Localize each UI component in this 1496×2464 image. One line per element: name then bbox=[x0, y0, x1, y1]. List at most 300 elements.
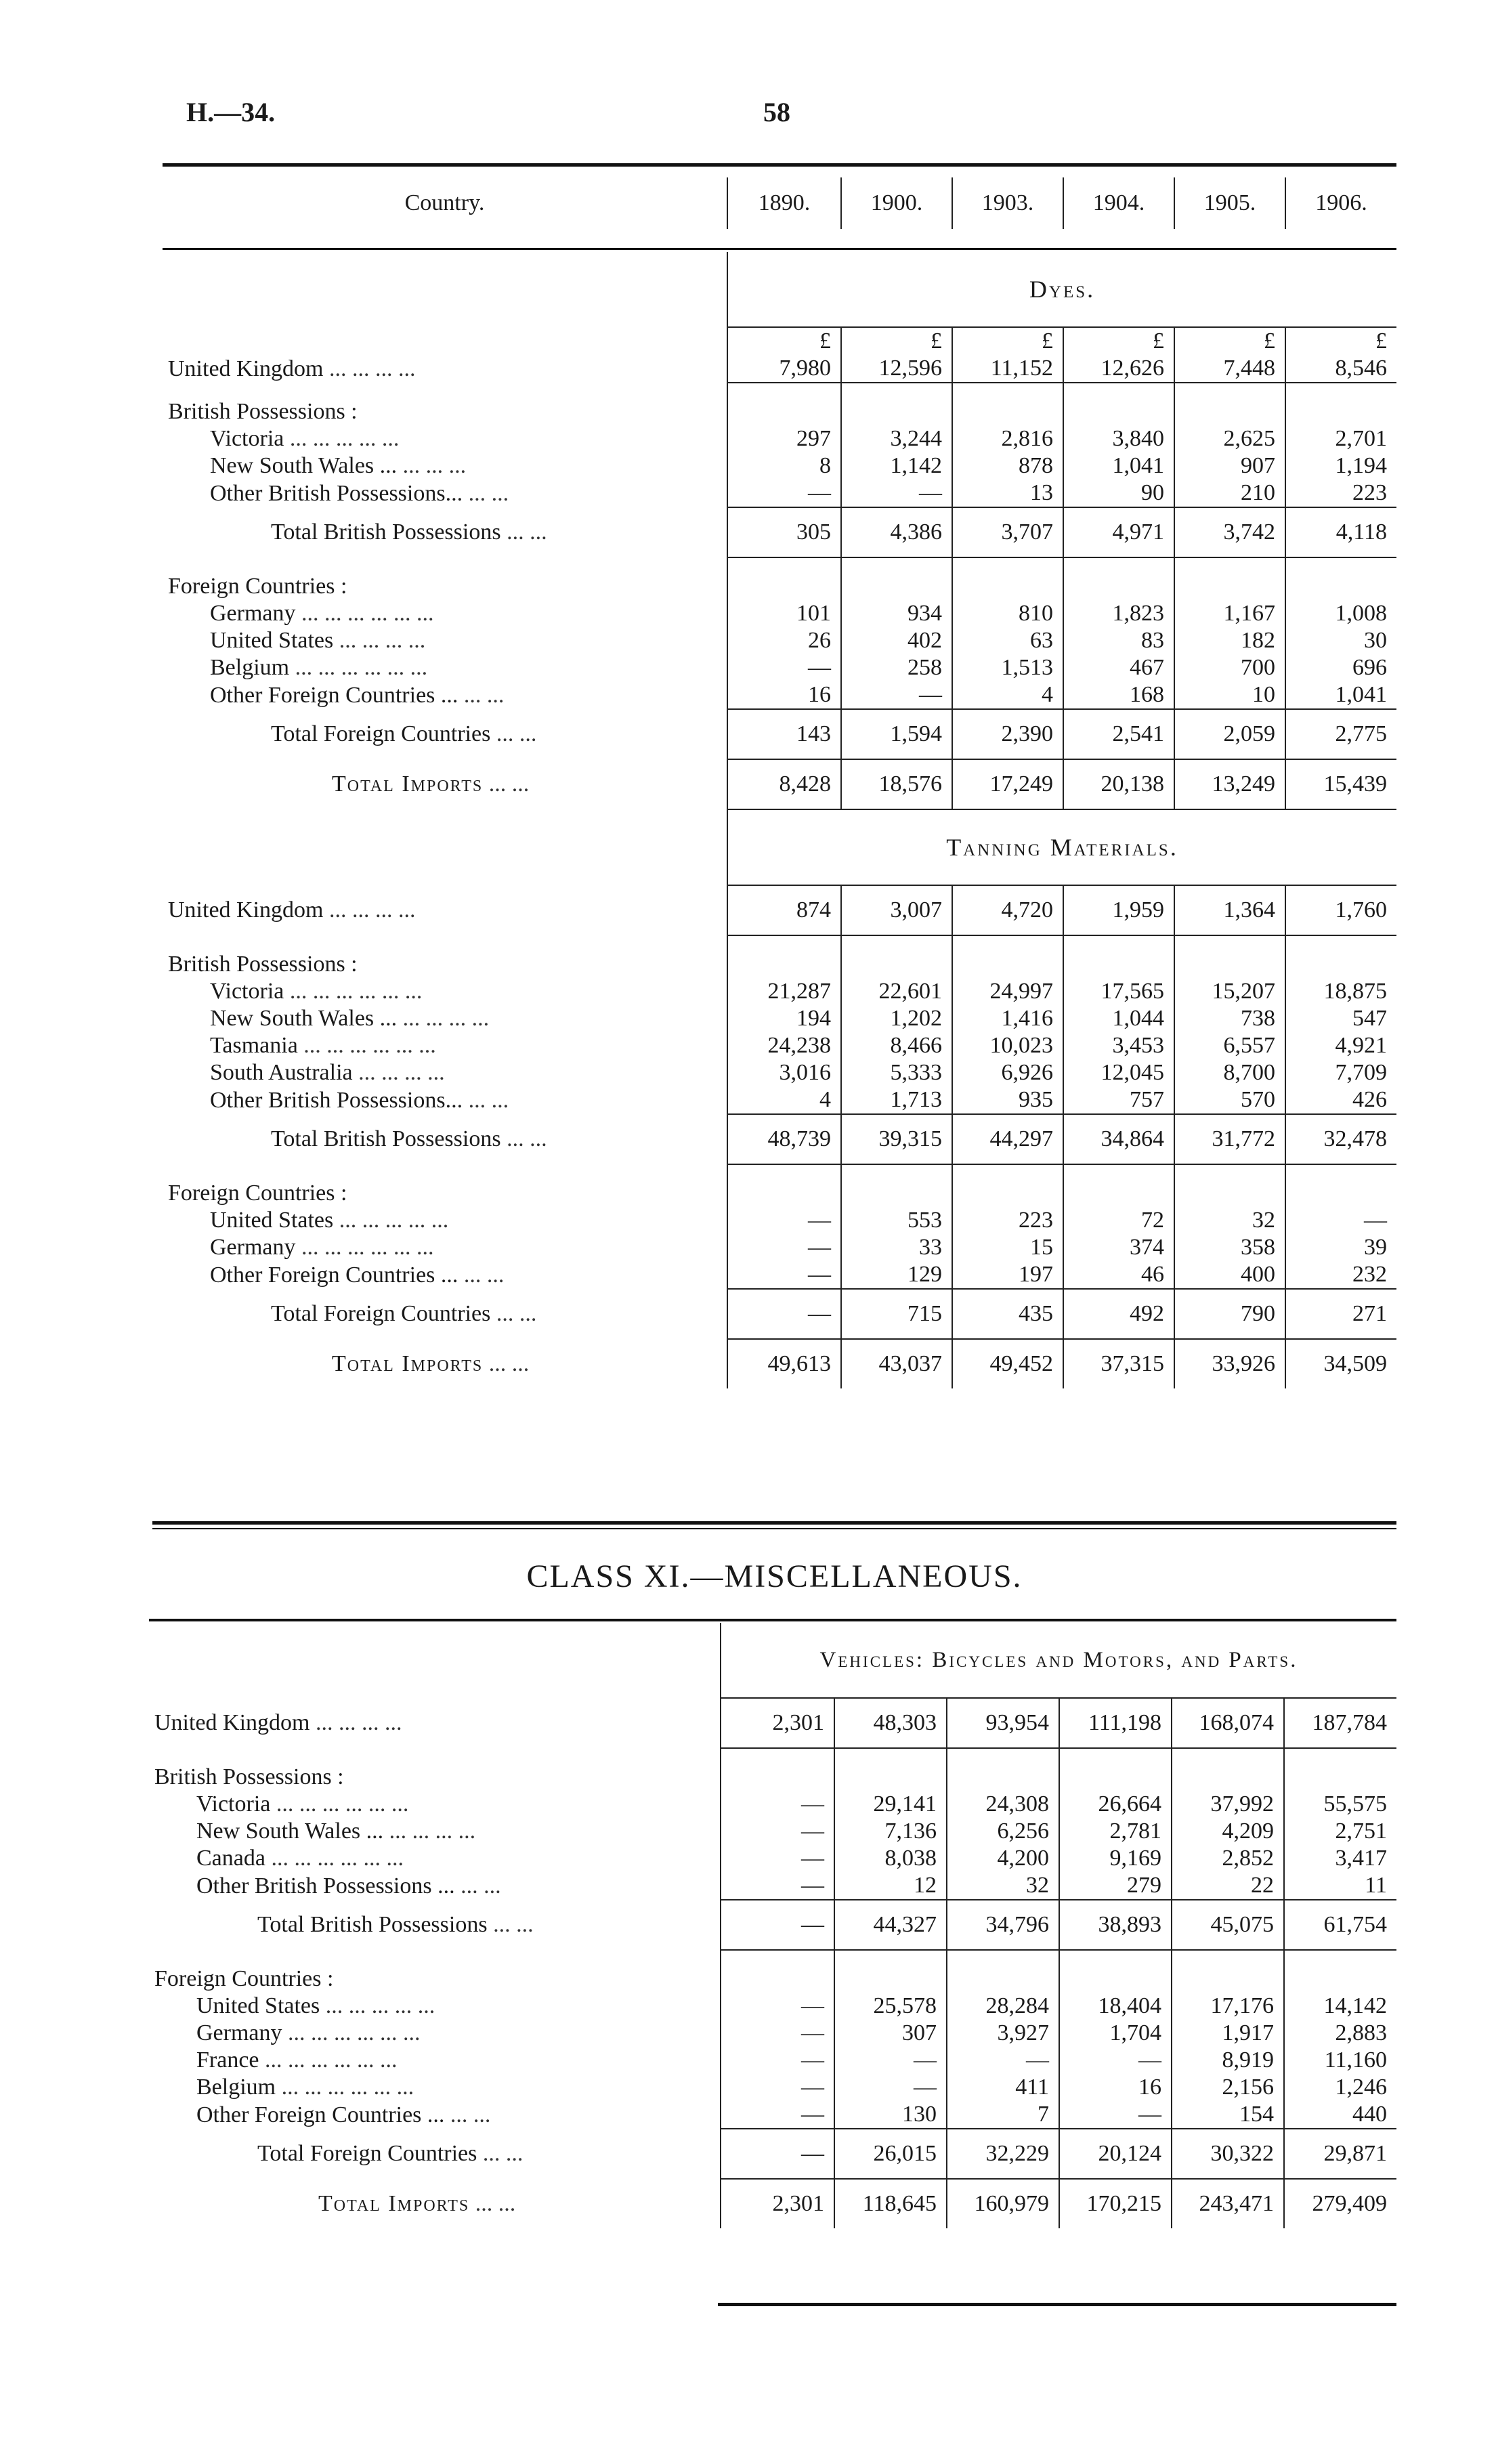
table-cell: 187,784 bbox=[1284, 1698, 1396, 1748]
table-cell: 39,315 bbox=[841, 1114, 952, 1164]
table-cell: 30,322 bbox=[1172, 2129, 1284, 2179]
currency-symbol: £ bbox=[727, 327, 841, 355]
table-cell: 29,141 bbox=[834, 1791, 947, 1818]
table-cell: — bbox=[1285, 1207, 1396, 1234]
table-cell: 426 bbox=[1285, 1086, 1396, 1114]
table-cell: 31,772 bbox=[1174, 1114, 1285, 1164]
table-cell: 111,198 bbox=[1059, 1698, 1172, 1748]
row-label: Other Foreign Countries ... bbox=[210, 1262, 458, 1288]
table-cell: 4 bbox=[952, 681, 1063, 709]
table-cell: — bbox=[721, 2047, 834, 2074]
row-label: United States bbox=[210, 1208, 334, 1233]
table-cell: 34,864 bbox=[1063, 1114, 1174, 1164]
table-cell: 2,751 bbox=[1284, 1818, 1396, 1845]
table-row: United States ... ... ... ... 26 402 63 83 182 30 bbox=[163, 627, 1396, 654]
table-cell: 1,246 bbox=[1284, 2074, 1396, 2101]
table-cell: 1,713 bbox=[841, 1086, 952, 1114]
table-cell: — bbox=[727, 654, 841, 681]
row-label: South Australia bbox=[210, 1060, 353, 1085]
row-label: New South Wales ... bbox=[196, 1819, 384, 1844]
row-label: Total British Possessions bbox=[271, 1126, 501, 1151]
table-cell: 12 bbox=[834, 1872, 947, 1900]
table-cell: 160,979 bbox=[947, 2179, 1059, 2228]
table-cell: 400 bbox=[1174, 1261, 1285, 1289]
row-label: Other British Possessions ... bbox=[196, 1873, 455, 1898]
table-cell: 2,883 bbox=[1284, 2020, 1396, 2047]
table-cell: 15 bbox=[952, 1234, 1063, 1261]
table-cell: — bbox=[727, 1234, 841, 1261]
table-cell: 130 bbox=[834, 2101, 947, 2129]
table-cell: — bbox=[721, 1900, 834, 1950]
row-label: Germany bbox=[210, 1235, 296, 1260]
table-row: Other Foreign Countries ... ... ... — 130 7 — 154 440 bbox=[149, 2101, 1396, 2129]
table-cell: 13 bbox=[952, 480, 1063, 507]
table-cell: 29,871 bbox=[1284, 2129, 1396, 2179]
table-row: United Kingdom ... ... ... ... 7,980 12,596 11,152 12,626 7,448 8,546 bbox=[163, 355, 1396, 383]
table-cell: 194 bbox=[727, 1005, 841, 1032]
group-heading: Foreign Countries : bbox=[154, 1966, 334, 1991]
table-cell: 553 bbox=[841, 1207, 952, 1234]
table-cell: 307 bbox=[834, 2020, 947, 2047]
table-row: Victoria ... ... ... ... ... ... 21,287 22,601 24,997 17,565 15,207 18,875 bbox=[163, 978, 1396, 1005]
table-row: Total Foreign Countries ... ... — 26,015 32,229 20,124 30,322 29,871 bbox=[149, 2129, 1396, 2179]
table-cell: 12,596 bbox=[841, 355, 952, 383]
table-row: Total Imports ... ... 8,428 18,576 17,249 20,138 13,249 15,439 bbox=[163, 759, 1396, 809]
year-header-1904: 1904. bbox=[1063, 177, 1174, 229]
bottom-rule bbox=[718, 2303, 1396, 2306]
table-cell: 22 bbox=[1172, 1872, 1284, 1900]
table-cell: 20,138 bbox=[1063, 759, 1174, 809]
row-label: Other Foreign Countries ... bbox=[210, 682, 458, 708]
table-cell: 72 bbox=[1063, 1207, 1174, 1234]
table-row: United States ... ... ... ... ... — 25,578 28,284 18,404 17,176 14,142 bbox=[149, 1993, 1396, 2020]
table-cell: 440 bbox=[1284, 2101, 1396, 2129]
table-cell: 21,287 bbox=[727, 978, 841, 1005]
table-row: Germany ... ... ... ... ... ... 101 934 810 1,823 1,167 1,008 bbox=[163, 600, 1396, 627]
row-label: Canada bbox=[196, 1846, 265, 1871]
table-cell: 1,142 bbox=[841, 452, 952, 480]
table-cell: 3,453 bbox=[1063, 1032, 1174, 1059]
table-cell: — bbox=[721, 1845, 834, 1872]
table-cell: 93,954 bbox=[947, 1698, 1059, 1748]
table-cell: 168,074 bbox=[1172, 1698, 1284, 1748]
table-cell: 11,152 bbox=[952, 355, 1063, 383]
row-label: Total British Possessions bbox=[271, 519, 501, 545]
section-double-rule bbox=[152, 1521, 1396, 1525]
table-cell: 10,023 bbox=[952, 1032, 1063, 1059]
table-cell: 26,015 bbox=[834, 2129, 947, 2179]
table-cell: 7,136 bbox=[834, 1818, 947, 1845]
table-cell: 43,037 bbox=[841, 1339, 952, 1388]
tanning-section-title: Tanning Materials. bbox=[727, 809, 1396, 885]
vehicles-table bbox=[149, 1623, 1396, 2228]
table-cell: 8,546 bbox=[1285, 355, 1396, 383]
table-cell: 2,301 bbox=[721, 1698, 834, 1748]
table-cell: 20,124 bbox=[1059, 2129, 1172, 2179]
table-cell: 2,852 bbox=[1172, 1845, 1284, 1872]
table-cell: 2,781 bbox=[1059, 1818, 1172, 1845]
table-cell: 32,229 bbox=[947, 2129, 1059, 2179]
table-cell: 48,739 bbox=[727, 1114, 841, 1164]
table-cell: 738 bbox=[1174, 1005, 1285, 1032]
table-row: New South Wales ... ... ... ... ... 194 1,202 1,416 1,044 738 547 bbox=[163, 1005, 1396, 1032]
table-cell: 1,202 bbox=[841, 1005, 952, 1032]
table-row: South Australia ... ... ... ... 3,016 5,333 6,926 12,045 8,700 7,709 bbox=[163, 1059, 1396, 1086]
table-cell: 492 bbox=[1063, 1289, 1174, 1339]
table-cell: 143 bbox=[727, 709, 841, 759]
table-cell: 435 bbox=[952, 1289, 1063, 1339]
country-column-header: Country. bbox=[404, 190, 485, 215]
table-cell: 5,333 bbox=[841, 1059, 952, 1086]
row-label: Other Foreign Countries ... bbox=[196, 2102, 445, 2127]
table-cell: — bbox=[721, 2129, 834, 2179]
table-cell: 790 bbox=[1174, 1289, 1285, 1339]
table-cell: 12,626 bbox=[1063, 355, 1174, 383]
row-label: United Kingdom bbox=[168, 897, 324, 922]
table-cell: 25,578 bbox=[834, 1993, 947, 2020]
table-cell: — bbox=[727, 1207, 841, 1234]
table-cell: 2,541 bbox=[1063, 709, 1174, 759]
table-cell: 8,919 bbox=[1172, 2047, 1284, 2074]
table-cell: 8,700 bbox=[1174, 1059, 1285, 1086]
section-double-rule bbox=[152, 1528, 1396, 1529]
report-reference: H.—34. bbox=[186, 97, 276, 127]
table-cell: 696 bbox=[1285, 654, 1396, 681]
row-label: Total Imports bbox=[332, 771, 484, 796]
row-label: New South Wales ... bbox=[210, 453, 398, 478]
table-cell: 271 bbox=[1285, 1289, 1396, 1339]
table-cell: 45,075 bbox=[1172, 1900, 1284, 1950]
currency-symbol: £ bbox=[1063, 327, 1174, 355]
table-cell: 37,315 bbox=[1063, 1339, 1174, 1388]
page-number: 58 bbox=[763, 97, 790, 127]
table-cell: — bbox=[721, 2074, 834, 2101]
table-row: Total British Possessions ... ... 48,739 39,315 44,297 34,864 31,772 32,478 bbox=[163, 1114, 1396, 1164]
row-label: France bbox=[196, 2047, 259, 2073]
table-cell: 934 bbox=[841, 600, 952, 627]
table-cell: 547 bbox=[1285, 1005, 1396, 1032]
row-label: Total Foreign Countries bbox=[271, 1301, 491, 1326]
table-cell: 4,386 bbox=[841, 507, 952, 557]
table-cell: 1,194 bbox=[1285, 452, 1396, 480]
table-cell: 8 bbox=[727, 452, 841, 480]
row-label: United Kingdom bbox=[168, 356, 324, 381]
table-row: Other British Possessions... ... ... 4 1,713 935 757 570 426 bbox=[163, 1086, 1396, 1114]
table-cell: 907 bbox=[1174, 452, 1285, 480]
table-cell: 26 bbox=[727, 627, 841, 654]
table-cell: 90 bbox=[1063, 480, 1174, 507]
row-label: Germany bbox=[196, 2020, 282, 2045]
row-label: Total Imports bbox=[318, 2190, 470, 2216]
table-cell: 17,249 bbox=[952, 759, 1063, 809]
year-header-1890: 1890. bbox=[727, 177, 841, 229]
row-label: Total Imports bbox=[332, 1351, 484, 1376]
row-label: Tasmania bbox=[210, 1033, 298, 1058]
group-heading: British Possessions : bbox=[168, 399, 358, 424]
table-cell: 1,959 bbox=[1063, 885, 1174, 935]
table-cell: — bbox=[721, 1791, 834, 1818]
table-cell: 3,016 bbox=[727, 1059, 841, 1086]
table-row: Victoria ... ... ... ... ... ... — 29,141 24,308 26,664 37,992 55,575 bbox=[149, 1791, 1396, 1818]
table-cell: — bbox=[721, 1872, 834, 1900]
table-row: United Kingdom ... ... ... ... 2,301 48,303 93,954 111,198 168,074 187,784 bbox=[149, 1698, 1396, 1748]
table-cell: 11,160 bbox=[1284, 2047, 1396, 2074]
table-cell: 22,601 bbox=[841, 978, 952, 1005]
table-cell: 34,509 bbox=[1285, 1339, 1396, 1388]
table-cell: 223 bbox=[952, 1207, 1063, 1234]
table-cell: 878 bbox=[952, 452, 1063, 480]
table-cell: 2,156 bbox=[1172, 2074, 1284, 2101]
table-cell: — bbox=[841, 480, 952, 507]
table-cell: 8,466 bbox=[841, 1032, 952, 1059]
table-cell: 1,008 bbox=[1285, 600, 1396, 627]
table-cell: 4,209 bbox=[1172, 1818, 1284, 1845]
table-cell: 757 bbox=[1063, 1086, 1174, 1114]
table-cell: 28,284 bbox=[947, 1993, 1059, 2020]
table-cell: 48,303 bbox=[834, 1698, 947, 1748]
group-heading: British Possessions : bbox=[154, 1764, 344, 1789]
currency-symbol: £ bbox=[952, 327, 1063, 355]
row-label: United States bbox=[196, 1993, 320, 2018]
table-cell: 2,816 bbox=[952, 425, 1063, 452]
table-cell: 4,921 bbox=[1285, 1032, 1396, 1059]
table-cell: — bbox=[721, 2101, 834, 2129]
year-header-1900: 1900. bbox=[841, 177, 952, 229]
table-cell: 154 bbox=[1172, 2101, 1284, 2129]
table-cell: 24,238 bbox=[727, 1032, 841, 1059]
table-cell: 129 bbox=[841, 1261, 952, 1289]
table-cell: 4,720 bbox=[952, 885, 1063, 935]
table-cell: — bbox=[727, 480, 841, 507]
table-cell: 1,167 bbox=[1174, 600, 1285, 627]
table-cell: 874 bbox=[727, 885, 841, 935]
table-cell: 46 bbox=[1063, 1261, 1174, 1289]
table-cell: — bbox=[834, 2047, 947, 2074]
table-cell: — bbox=[727, 1261, 841, 1289]
table-cell: 83 bbox=[1063, 627, 1174, 654]
table-row: Total Imports ... ... 49,613 43,037 49,452 37,315 33,926 34,509 bbox=[163, 1339, 1396, 1388]
group-heading: Foreign Countries : bbox=[168, 1181, 347, 1206]
table-cell: 3,417 bbox=[1284, 1845, 1396, 1872]
row-label: Victoria bbox=[210, 426, 284, 451]
table-row: New South Wales ... ... ... ... ... — 7,136 6,256 2,781 4,209 2,751 bbox=[149, 1818, 1396, 1845]
row-label: United States bbox=[210, 628, 334, 653]
table-cell: 1,823 bbox=[1063, 600, 1174, 627]
table-cell: — bbox=[834, 2074, 947, 2101]
table-cell: 1,594 bbox=[841, 709, 952, 759]
table-cell: 14,142 bbox=[1284, 1993, 1396, 2020]
row-label: Germany bbox=[210, 601, 296, 626]
table-cell: 18,404 bbox=[1059, 1993, 1172, 2020]
row-label: Other British Possessions... bbox=[210, 480, 463, 506]
currency-symbol: £ bbox=[1285, 327, 1396, 355]
table-cell: 18,875 bbox=[1285, 978, 1396, 1005]
table-cell: 4,118 bbox=[1285, 507, 1396, 557]
group-heading: British Possessions : bbox=[168, 952, 358, 977]
row-label: Victoria bbox=[196, 1791, 271, 1817]
table-cell: 6,557 bbox=[1174, 1032, 1285, 1059]
table-cell: 37,992 bbox=[1172, 1791, 1284, 1818]
table-row: France ... ... ... ... ... ... — — — — 8,919 11,160 bbox=[149, 2047, 1396, 2074]
table-row: Germany ... ... ... ... ... ... — 307 3,927 1,704 1,917 2,883 bbox=[149, 2020, 1396, 2047]
table-cell: 16 bbox=[1059, 2074, 1172, 2101]
table-cell: 297 bbox=[727, 425, 841, 452]
table-cell: 7,709 bbox=[1285, 1059, 1396, 1086]
row-label: Total Foreign Countries bbox=[257, 2141, 477, 2166]
table-cell: 17,565 bbox=[1063, 978, 1174, 1005]
table-cell: 33,926 bbox=[1174, 1339, 1285, 1388]
row-label: Victoria bbox=[210, 979, 284, 1004]
table-cell: 34,796 bbox=[947, 1900, 1059, 1950]
table-cell: 1,917 bbox=[1172, 2020, 1284, 2047]
table-row: Canada ... ... ... ... ... ... — 8,038 4,200 9,169 2,852 3,417 bbox=[149, 1845, 1396, 1872]
table-cell: — bbox=[721, 1993, 834, 2020]
row-label: Other British Possessions... bbox=[210, 1087, 463, 1113]
table-cell: 44,297 bbox=[952, 1114, 1063, 1164]
table-cell: 49,613 bbox=[727, 1339, 841, 1388]
table-cell: 12,045 bbox=[1063, 1059, 1174, 1086]
table-row: Belgium ... ... ... ... ... ... — 258 1,513 467 700 696 bbox=[163, 654, 1396, 681]
row-label: Belgium bbox=[196, 2075, 276, 2100]
class-title: CLASS XI.—MISCELLANEOUS. bbox=[526, 1558, 1023, 1594]
table-cell: 411 bbox=[947, 2074, 1059, 2101]
table-cell: — bbox=[721, 2020, 834, 2047]
table-cell: 358 bbox=[1174, 1234, 1285, 1261]
table-cell: 467 bbox=[1063, 654, 1174, 681]
table-cell: — bbox=[721, 1818, 834, 1845]
table-cell: 16 bbox=[727, 681, 841, 709]
table-cell: 6,256 bbox=[947, 1818, 1059, 1845]
table-row: Victoria ... ... ... ... ... 297 3,244 2,816 3,840 2,625 2,701 bbox=[163, 425, 1396, 452]
year-header-1906: 1906. bbox=[1285, 177, 1396, 229]
table-cell: 258 bbox=[841, 654, 952, 681]
table-row: Total British Possessions ... ... — 44,327 34,796 38,893 45,075 61,754 bbox=[149, 1900, 1396, 1950]
table-cell: 243,471 bbox=[1172, 2179, 1284, 2228]
row-label: New South Wales ... bbox=[210, 1006, 398, 1031]
vehicles-section-title: Vehicles: Bicycles and Motors, and Parts. bbox=[721, 1623, 1396, 1698]
table-cell: 63 bbox=[952, 627, 1063, 654]
table-cell: 3,244 bbox=[841, 425, 952, 452]
table-cell: 935 bbox=[952, 1086, 1063, 1114]
top-rule bbox=[163, 163, 1396, 167]
table-cell: 374 bbox=[1063, 1234, 1174, 1261]
dyes-tanning-table bbox=[163, 252, 1396, 1388]
table-cell: 4,971 bbox=[1063, 507, 1174, 557]
table-row: Total Foreign Countries ... ... 143 1,594 2,390 2,541 2,059 2,775 bbox=[163, 709, 1396, 759]
table-cell: 55,575 bbox=[1284, 1791, 1396, 1818]
table-cell: 11 bbox=[1284, 1872, 1396, 1900]
year-header-1905: 1905. bbox=[1174, 177, 1285, 229]
currency-symbol: £ bbox=[1174, 327, 1285, 355]
row-label: Total British Possessions bbox=[257, 1912, 488, 1937]
currency-symbol: £ bbox=[841, 327, 952, 355]
table-cell: 197 bbox=[952, 1261, 1063, 1289]
table-cell: 1,041 bbox=[1285, 681, 1396, 709]
table-cell: 30 bbox=[1285, 627, 1396, 654]
table-cell: 15,439 bbox=[1285, 759, 1396, 809]
table-cell: — bbox=[841, 681, 952, 709]
table-cell: 305 bbox=[727, 507, 841, 557]
table-row: Tasmania ... ... ... ... ... ... 24,238 8,466 10,023 3,453 6,557 4,921 bbox=[163, 1032, 1396, 1059]
table-row: United Kingdom ... ... ... ... 874 3,007 4,720 1,959 1,364 1,760 bbox=[163, 885, 1396, 935]
table-cell: 7,980 bbox=[727, 355, 841, 383]
table-cell: 2,775 bbox=[1285, 709, 1396, 759]
table-row: Other British Possessions ... ... ... — 12 32 279 22 11 bbox=[149, 1872, 1396, 1900]
table-row: United States ... ... ... ... ... — 553 223 72 32 — bbox=[163, 1207, 1396, 1234]
table-cell: — bbox=[727, 1289, 841, 1339]
header-bottom-rule bbox=[163, 248, 1396, 250]
table-cell: 182 bbox=[1174, 627, 1285, 654]
table-cell: 210 bbox=[1174, 480, 1285, 507]
table-cell: 2,625 bbox=[1174, 425, 1285, 452]
table-cell: — bbox=[1059, 2101, 1172, 2129]
table-cell: 17,176 bbox=[1172, 1993, 1284, 2020]
table-cell: 3,707 bbox=[952, 507, 1063, 557]
table-cell: 279,409 bbox=[1284, 2179, 1396, 2228]
row-label: United Kingdom bbox=[154, 1710, 310, 1735]
table-cell: 1,704 bbox=[1059, 2020, 1172, 2047]
table-cell: 10 bbox=[1174, 681, 1285, 709]
table-cell: — bbox=[1059, 2047, 1172, 2074]
row-label: Belgium bbox=[210, 655, 290, 680]
dyes-section-title: Dyes. bbox=[727, 252, 1396, 327]
table-cell: 26,664 bbox=[1059, 1791, 1172, 1818]
table-cell: 279 bbox=[1059, 1872, 1172, 1900]
table-cell: 402 bbox=[841, 627, 952, 654]
table-cell: 232 bbox=[1285, 1261, 1396, 1289]
table-row: Total British Possessions ... ... 305 4,386 3,707 4,971 3,742 4,118 bbox=[163, 507, 1396, 557]
table-cell: 118,645 bbox=[834, 2179, 947, 2228]
table-row: Other British Possessions... ... ... — — 13 90 210 223 bbox=[163, 480, 1396, 507]
table-cell: 7,448 bbox=[1174, 355, 1285, 383]
table-cell: 32,478 bbox=[1285, 1114, 1396, 1164]
table-cell: 38,893 bbox=[1059, 1900, 1172, 1950]
table-cell: 168 bbox=[1063, 681, 1174, 709]
table-cell: 15,207 bbox=[1174, 978, 1285, 1005]
table-cell: 9,169 bbox=[1059, 1845, 1172, 1872]
table-cell: 32 bbox=[1174, 1207, 1285, 1234]
year-header-1903: 1903. bbox=[952, 177, 1063, 229]
table-cell: 3,840 bbox=[1063, 425, 1174, 452]
table-cell: 2,390 bbox=[952, 709, 1063, 759]
table-cell: 3,927 bbox=[947, 2020, 1059, 2047]
table-cell: 3,007 bbox=[841, 885, 952, 935]
table-cell: 570 bbox=[1174, 1086, 1285, 1114]
table-row: Germany ... ... ... ... ... ... — 33 15 374 358 39 bbox=[163, 1234, 1396, 1261]
table-cell: 8,428 bbox=[727, 759, 841, 809]
table-cell: 1,044 bbox=[1063, 1005, 1174, 1032]
table-cell: 1,760 bbox=[1285, 885, 1396, 935]
table-cell: 715 bbox=[841, 1289, 952, 1339]
table-cell: 24,308 bbox=[947, 1791, 1059, 1818]
group-heading: Foreign Countries : bbox=[168, 574, 347, 599]
table-row: New South Wales ... ... ... ... 8 1,142 878 1,041 907 1,194 bbox=[163, 452, 1396, 480]
table-cell: 13,249 bbox=[1174, 759, 1285, 809]
table-cell: 24,997 bbox=[952, 978, 1063, 1005]
table-row: Belgium ... ... ... ... ... ... — — 411 16 2,156 1,246 bbox=[149, 2074, 1396, 2101]
table-row: Other Foreign Countries ... ... ... 16 — 4 168 10 1,041 bbox=[163, 681, 1396, 709]
table-cell: 170,215 bbox=[1059, 2179, 1172, 2228]
column-header-table bbox=[163, 177, 1396, 229]
table-cell: 810 bbox=[952, 600, 1063, 627]
table-cell: 61,754 bbox=[1284, 1900, 1396, 1950]
table-cell: 18,576 bbox=[841, 759, 952, 809]
table-cell: 1,416 bbox=[952, 1005, 1063, 1032]
vehicles-top-rule bbox=[149, 1619, 1396, 1621]
table-cell: 2,701 bbox=[1285, 425, 1396, 452]
table-cell: 32 bbox=[947, 1872, 1059, 1900]
table-cell: 2,301 bbox=[721, 2179, 834, 2228]
